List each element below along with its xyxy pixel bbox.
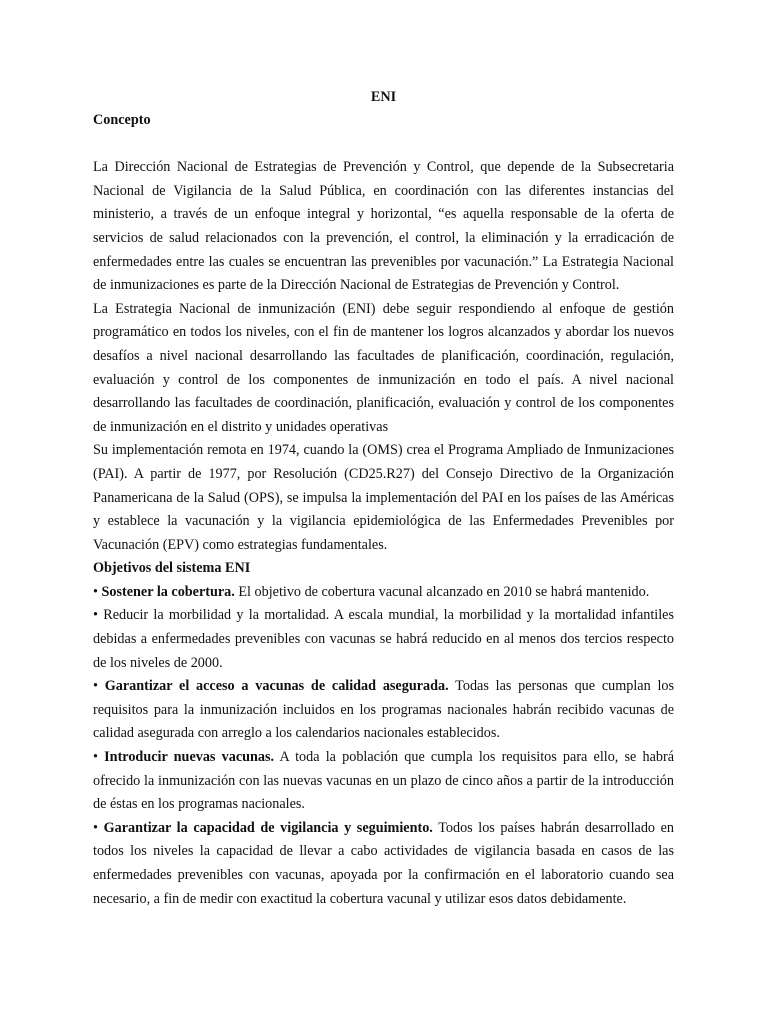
document-title: ENI bbox=[370, 89, 397, 105]
objective-text: Todas las personas que cumplan los requisitos para la inmunización incluidos en los programas nacionales habrán recibido vacunas de calidad asegurada con arreglo a los calendarios nacionales establecidos. bbox=[93, 678, 675, 742]
objective-bold-title: Garantizar la capacidad de vigilancia y seguimiento. bbox=[103, 819, 433, 836]
blank-line bbox=[93, 133, 674, 157]
objective-text: Reducir la morbilidad y la mortalidad. A escala mundial, la morbilidad y la mortalidad infantiles debidas a enfermedades prevenibles con vacunas se habrá reducido en al menos dos tercios respecto de los niveles de 2000. bbox=[93, 607, 674, 671]
paragraph-implementacion: Su implementación remota en 1974, cuando la (OMS) crea el Programa Ampliado de Inmunizaciones (PAI). A partir de 1977, por Resolución (CD25.R27) del Consejo Directivo de la Organización Panamericana de la Salud (OPS), se impulsa la implementación del PAI en los países de las Américas y establece la vacunación y la vigilancia epidemiológica de las Enfermedades Prevenibles por Vacunación (EPV) como estrategias fundamentales. bbox=[93, 442, 674, 553]
objective-bold-title: Garantizar el acceso a vacunas de calidad asegurada. bbox=[104, 678, 449, 695]
document-page bbox=[93, 82, 674, 911]
bullet-mark: • bbox=[93, 678, 98, 695]
bullet-mark: • bbox=[93, 583, 98, 600]
objective-item bbox=[93, 581, 674, 605]
bullet-mark: • bbox=[93, 749, 98, 766]
paragraph-direccion: La Dirección Nacional de Estrategias de Prevención y Control, que depende de la Subsecretaria Nacional de Vigilancia de la Salud Pública, en coordinación con las diferentes instancias del ministerio, a través de un enfoque integral y horizontal, “es aquella responsable de la oferta de servicios de salud relacionados con la prevención, el control, la eliminación y la erradicación de enfermedades entre las cuales se encuentran las prevenibles por vacunación.” La Estrategia Nacional de inmunizaciones es parte de la Dirección Nacional de Estrategias de Prevención y Control. bbox=[93, 159, 674, 294]
concept-heading: Concepto bbox=[93, 112, 151, 128]
objective-text: Todos los países habrán desarrollado en todos los niveles la capacidad de llevar a cabo actividades de vigilancia basada en casos de las enfermedades prevenibles con vacunas, apoyada por la confirmación en el laboratorio cuando sea necesario, a fin de medir con exactitud la cobertura vacunal y utilizar esos datos debidamente. bbox=[93, 819, 675, 907]
paragraph-estrategia: La Estrategia Nacional de inmunización (ENI) debe seguir respondiendo al enfoque de gestión programático en todos los niveles, con el fin de mantener los logros alcanzados y abordar los nuevos desafíos a nivel nacional desarrollando las facultades de planificación, coordinación, regulación, evaluación y control de los componentes de inmunización en todo el país. A nivel nacional desarrollando las facultades de coordinación, planificación, evaluación y control de los componentes de inmunización en el distrito y unidades operativas bbox=[93, 300, 674, 435]
objective-item bbox=[93, 817, 674, 911]
objective-bold-title: Sostener la cobertura. bbox=[101, 583, 235, 600]
objective-bold-title: Introducir nuevas vacunas. bbox=[104, 749, 275, 766]
objective-text: A toda la población que cumpla los requisitos para ello, se habrá ofrecido la inmunización con las nuevas vacunas en un plazo de cinco años a partir de la introducción de éstas en los programas nacionales. bbox=[93, 749, 675, 813]
objective-item bbox=[93, 746, 674, 817]
objectives-heading: Objetivos del sistema ENI bbox=[93, 560, 251, 577]
bullet-mark: • bbox=[93, 819, 98, 836]
objective-text: El objetivo de cobertura vacunal alcanzado en 2010 se habrá mantenido. bbox=[238, 583, 650, 600]
objective-item bbox=[93, 675, 674, 746]
objective-item bbox=[93, 604, 674, 675]
bullet-mark: • bbox=[93, 607, 98, 624]
